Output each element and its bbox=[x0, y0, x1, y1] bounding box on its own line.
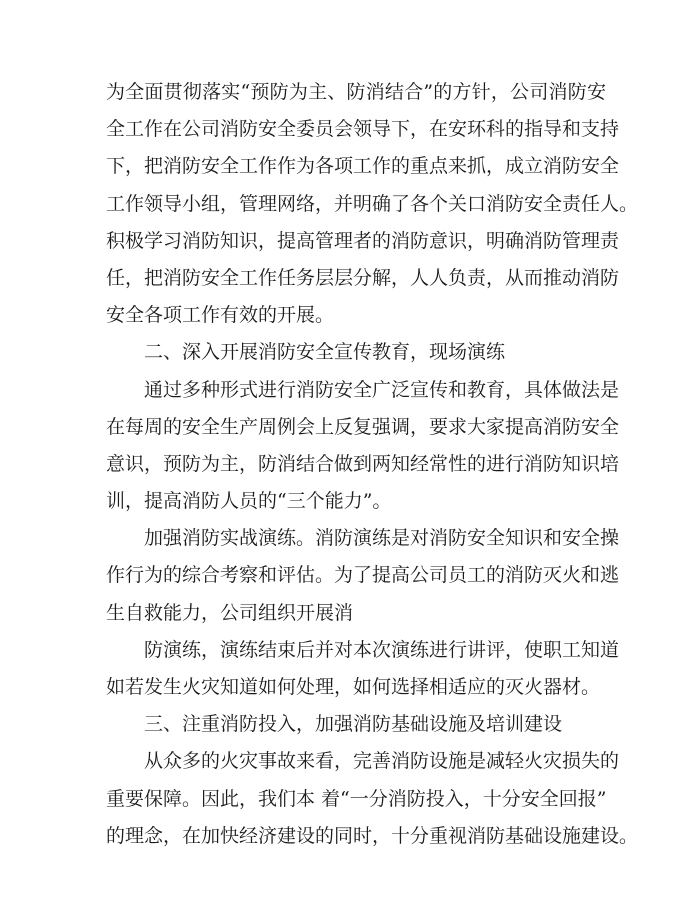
text-line: 全工作在公司消防安全委员会领导下，在安环科的指导和支持 bbox=[106, 118, 620, 141]
text-line: 生自救能力，公司组织开展消 bbox=[106, 601, 354, 624]
text-line: 在每周的安全生产周例会上反复强调，要求大家提高消防安全 bbox=[106, 415, 620, 438]
text-line: 从众多的火灾事故来看，完善消防设施是减轻火灾损失的 bbox=[144, 750, 620, 773]
document-body bbox=[106, 74, 639, 855]
text-line: 任，把消防安全工作任务层层分解，人人负责，从而推动消防 bbox=[106, 266, 620, 289]
text-line: 训，提高消防人员的“三个能力”。 bbox=[106, 490, 392, 513]
text-line: 积极学习消防知识，提高管理者的消防意识，明确消防管理责 bbox=[106, 229, 620, 252]
text-line: 防演练，演练结束后并对本次演练进行讲评，使职工知道 bbox=[144, 638, 620, 661]
text-line: 工作领导小组，管理网络，并明确了各个关口消防安全责任人。 bbox=[106, 192, 639, 215]
text-line: 重要保障。因此，我们本 着“一分消防投入，十分安全回报” bbox=[106, 787, 607, 810]
text-line: 下，把消防安全工作作为各项工作的重点来抓，成立消防安全 bbox=[106, 155, 620, 178]
text-line: 通过多种形式进行消防安全广泛宣传和教育，具体做法是 bbox=[144, 378, 620, 401]
text-line: 安全各项工作有效的开展。 bbox=[106, 304, 335, 327]
text-line: 作行为的综合考察和评估。为了提高公司员工的消防灭火和逃 bbox=[106, 564, 620, 587]
text-line: 的理念，在加快经济建设的同时，十分重视消防基础设施建设。 bbox=[106, 824, 639, 847]
section-heading: 二、深入开展消防安全宣传教育，现场演练 bbox=[144, 341, 506, 364]
section-heading: 三、注重消防投入，加强消防基础设施及培训建设 bbox=[144, 713, 563, 736]
text-line: 加强消防实战演练。消防演练是对消防安全知识和安全操 bbox=[144, 527, 620, 550]
text-line: 为全面贯彻落实“预防为主、防消结合”的方针，公司消防安 bbox=[106, 81, 606, 103]
text-line: 如若发生火灾知道如何处理，如何选择相适应的灭火器材。 bbox=[106, 676, 601, 698]
text-line: 意识，预防为主，防消结合做到两知经常性的进行消防知识培 bbox=[106, 452, 620, 475]
